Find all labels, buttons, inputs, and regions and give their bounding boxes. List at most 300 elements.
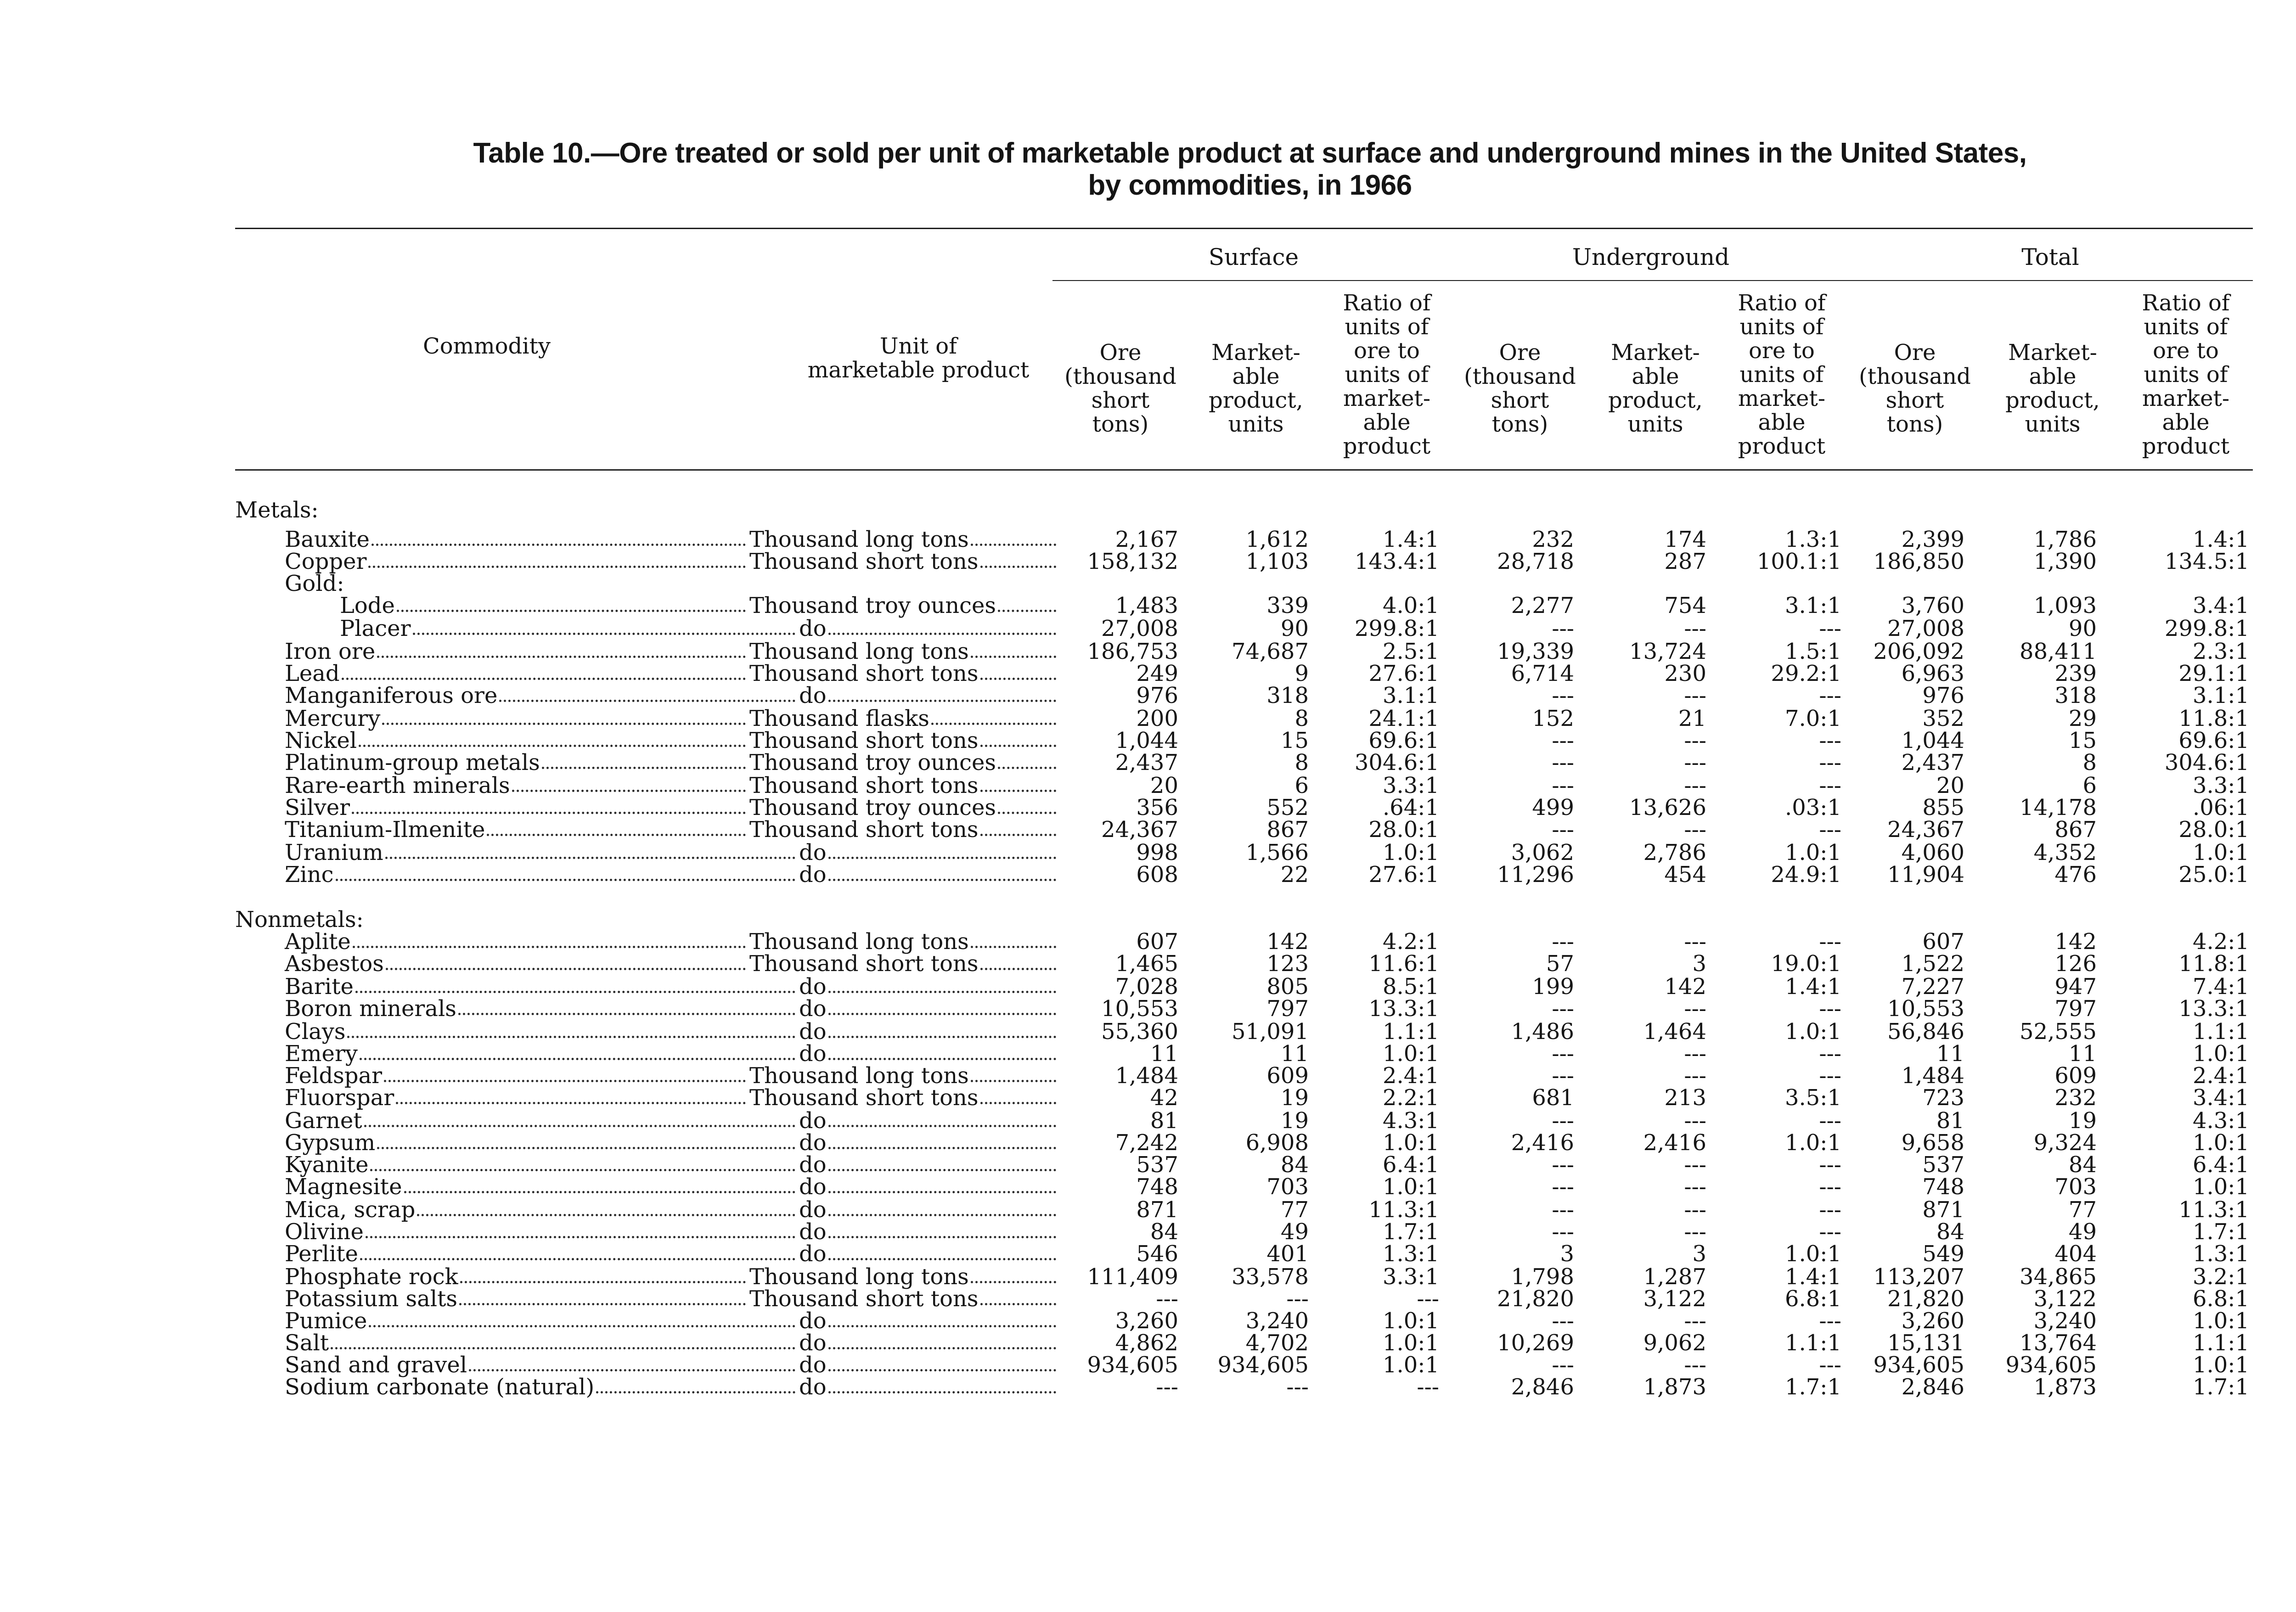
- leader-dots: [384, 1080, 746, 1082]
- cell-surface-ore: 1,484: [1115, 1063, 1178, 1089]
- cell-total-marketable: 90: [2068, 616, 2097, 641]
- cell-surface-marketable: 1,103: [1245, 549, 1309, 574]
- cell-surface-marketable: 51,091: [1232, 1019, 1309, 1045]
- unit-of-product: Thousand troy ounces: [749, 750, 996, 775]
- cell-total-ratio: 299.8:1: [2164, 616, 2249, 641]
- cell-surface-ore: 608: [1136, 862, 1178, 887]
- leader-dots: [364, 1125, 795, 1127]
- commodity-name: Lode: [340, 593, 395, 618]
- leader-dots: [828, 1058, 1056, 1060]
- table-title-line-2: by commodities, in 1966: [1088, 169, 1412, 201]
- cell-underground-ore: ---: [1552, 1308, 1574, 1334]
- cell-underground-marketable: 1,464: [1643, 1019, 1706, 1045]
- cell-surface-marketable: 6,908: [1245, 1130, 1309, 1156]
- cell-underground-ratio: ---: [1819, 996, 1841, 1022]
- cell-underground-ore: 232: [1532, 527, 1574, 552]
- commodity-name: Asbestos: [285, 951, 384, 977]
- cell-total-ore: 56,846: [1887, 1019, 1964, 1045]
- unit-of-product: Thousand short tons: [749, 817, 979, 843]
- cell-total-ore: 6,963: [1901, 661, 1964, 686]
- cell-total-ratio: 2.4:1: [2192, 1063, 2249, 1089]
- cell-underground-ore: 28,718: [1497, 549, 1574, 574]
- cell-underground-ratio: ---: [1819, 683, 1841, 708]
- cell-surface-marketable: 8: [1294, 750, 1309, 775]
- cell-total-ore: 24,367: [1887, 817, 1964, 843]
- cell-surface-marketable: 934,605: [1217, 1352, 1309, 1378]
- cell-total-marketable: 476: [2054, 862, 2097, 887]
- cell-underground-marketable: ---: [1684, 728, 1706, 753]
- leader-dots: [828, 1036, 1056, 1038]
- cell-surface-ratio: 299.8:1: [1354, 616, 1439, 641]
- cell-total-ore: 352: [1922, 706, 1964, 731]
- cell-surface-ratio: 3.3:1: [1382, 1264, 1439, 1290]
- unit-of-product: Thousand long tons: [749, 929, 969, 955]
- cell-underground-ratio: 100.1:1: [1756, 549, 1841, 574]
- cell-total-ratio: 4.2:1: [2192, 929, 2249, 955]
- leader-dots: [828, 1236, 1056, 1238]
- cell-underground-marketable: 213: [1664, 1085, 1706, 1111]
- cell-surface-ratio: 13.3:1: [1368, 996, 1439, 1022]
- cell-underground-marketable: 9,062: [1643, 1330, 1706, 1356]
- commodity-name: Gypsum: [285, 1130, 376, 1156]
- leader-dots: [828, 633, 1056, 635]
- cell-underground-ratio: ---: [1819, 817, 1841, 843]
- unit-of-product: do: [799, 1019, 827, 1045]
- leader-dots: [828, 1125, 1056, 1127]
- cell-total-ore: 607: [1922, 929, 1964, 955]
- cell-surface-ratio: 1.0:1: [1382, 1041, 1439, 1067]
- leader-dots: [458, 1013, 795, 1015]
- unit-of-product: do: [799, 1108, 827, 1134]
- unit-of-product: Thousand short tons: [749, 951, 979, 977]
- cell-underground-ratio: ---: [1819, 728, 1841, 753]
- cell-surface-ore: 111,409: [1087, 1264, 1178, 1290]
- leader-dots: [459, 1303, 746, 1305]
- cell-underground-marketable: 2,416: [1643, 1130, 1706, 1156]
- cell-total-ratio: 1.1:1: [2192, 1330, 2249, 1356]
- cell-surface-marketable: 552: [1266, 795, 1309, 820]
- unit-of-product: do: [799, 862, 827, 887]
- cell-surface-marketable: 123: [1266, 951, 1309, 977]
- top-rule: [235, 228, 2253, 229]
- leader-dots: [828, 857, 1056, 859]
- leader-dots: [396, 1102, 746, 1104]
- header-total-ore: Ore (thousand short tons): [1859, 340, 1971, 437]
- cell-surface-marketable: 15: [1280, 728, 1309, 753]
- cell-surface-ore: 81: [1150, 1108, 1178, 1134]
- cell-underground-ore: 6,714: [1511, 661, 1574, 686]
- commodity-name: Aplite: [285, 929, 351, 955]
- cell-underground-marketable: 1,873: [1643, 1374, 1706, 1400]
- commodity-name: Titanium-Ilmenite: [285, 817, 485, 843]
- commodity-name: Kyanite: [285, 1152, 369, 1178]
- cell-underground-ore: 199: [1532, 974, 1574, 1000]
- cell-underground-ore: 3: [1560, 1241, 1574, 1267]
- cell-total-ore: 27,008: [1887, 616, 1964, 641]
- cell-underground-ore: ---: [1552, 1197, 1574, 1223]
- cell-underground-marketable: ---: [1684, 1152, 1706, 1178]
- leader-dots: [377, 656, 746, 658]
- leader-dots: [370, 1169, 795, 1171]
- cell-total-ore: 2,399: [1901, 527, 1964, 552]
- leader-dots: [931, 723, 1056, 725]
- cell-total-ratio: 11.3:1: [2178, 1197, 2249, 1223]
- unit-of-product: do: [799, 683, 827, 708]
- leader-dots: [499, 700, 795, 702]
- cell-surface-marketable: 90: [1280, 616, 1309, 641]
- commodity-name: Feldspar: [285, 1063, 383, 1089]
- cell-surface-marketable: 318: [1266, 683, 1309, 708]
- cell-total-ratio: 1.0:1: [2192, 1174, 2249, 1200]
- cell-total-marketable: 3,122: [2033, 1286, 2097, 1312]
- unit-of-product: Thousand short tons: [749, 661, 979, 686]
- cell-total-ore: 3,760: [1901, 593, 1964, 618]
- cell-total-ore: 4,060: [1901, 840, 1964, 865]
- unit-of-product: do: [799, 1152, 827, 1178]
- cell-surface-ore: ---: [1156, 1286, 1178, 1312]
- cell-surface-ore: 55,360: [1101, 1019, 1178, 1045]
- cell-total-marketable: 77: [2068, 1197, 2097, 1223]
- cell-total-marketable: 609: [2054, 1063, 2097, 1089]
- cell-total-ratio: 3.4:1: [2192, 593, 2249, 618]
- cell-total-marketable: 4,352: [2033, 840, 2097, 865]
- header-total-marketable: Market- able product, units: [2005, 340, 2100, 437]
- cell-surface-marketable: ---: [1286, 1374, 1309, 1400]
- cell-underground-ore: ---: [1552, 1152, 1574, 1178]
- cell-surface-ore: 998: [1136, 840, 1178, 865]
- cell-underground-marketable: 174: [1664, 527, 1706, 552]
- cell-surface-ratio: ---: [1417, 1374, 1439, 1400]
- leader-dots: [828, 1391, 1056, 1393]
- leader-dots: [469, 1369, 795, 1371]
- cell-underground-ore: 57: [1546, 951, 1574, 977]
- cell-underground-marketable: 13,626: [1629, 795, 1706, 820]
- cell-underground-ratio: 1.5:1: [1784, 639, 1841, 664]
- commodity-name: Magnesite: [285, 1174, 402, 1200]
- cell-surface-marketable: 74,687: [1232, 639, 1309, 664]
- cell-total-ore: 934,605: [1873, 1352, 1964, 1378]
- cell-total-ore: 7,227: [1901, 974, 1964, 1000]
- cell-surface-marketable: 6: [1294, 773, 1309, 798]
- cell-surface-marketable: 77: [1280, 1197, 1309, 1223]
- cell-surface-marketable: 9: [1294, 661, 1309, 686]
- cell-underground-ore: 2,277: [1511, 593, 1574, 618]
- cell-total-marketable: 404: [2054, 1241, 2097, 1267]
- cell-surface-ratio: 1.0:1: [1382, 1174, 1439, 1200]
- cell-total-ratio: 1.1:1: [2192, 1019, 2249, 1045]
- cell-surface-marketable: 19: [1280, 1108, 1309, 1134]
- unit-of-product: do: [799, 1241, 827, 1267]
- cell-surface-marketable: 3,240: [1245, 1308, 1309, 1334]
- cell-surface-ratio: 28.0:1: [1368, 817, 1439, 843]
- cell-surface-ore: 186,753: [1087, 639, 1178, 664]
- cell-surface-ore: 1,044: [1115, 728, 1178, 753]
- header-surface-ratio: Ratio of units of ore to units of market- able product: [1343, 290, 1431, 459]
- cell-underground-ore: 1,486: [1511, 1019, 1574, 1045]
- cell-underground-ore: 499: [1532, 795, 1574, 820]
- unit-of-product: Thousand troy ounces: [749, 593, 996, 618]
- commodity-name: Garnet: [285, 1108, 362, 1134]
- cell-surface-ore: 158,132: [1087, 549, 1178, 574]
- cell-total-ratio: 13.3:1: [2178, 996, 2249, 1022]
- leader-dots: [828, 879, 1056, 881]
- commodity-name: Sand and gravel: [285, 1352, 467, 1378]
- category-metals: Metals:: [235, 497, 319, 523]
- leader-dots: [413, 633, 796, 635]
- cell-surface-ore: 27,008: [1101, 616, 1178, 641]
- cell-total-ratio: 1.0:1: [2192, 1352, 2249, 1378]
- leader-dots: [460, 1281, 746, 1283]
- cell-surface-ratio: 3.3:1: [1382, 773, 1439, 798]
- cell-total-ore: 186,850: [1873, 549, 1964, 574]
- cell-surface-marketable: 797: [1266, 996, 1309, 1022]
- cell-total-ratio: 1.0:1: [2192, 1041, 2249, 1067]
- leader-dots: [596, 1391, 795, 1393]
- leader-dots: [360, 1258, 795, 1260]
- commodity-name: Olivine: [285, 1219, 364, 1245]
- commodity-name: Silver: [285, 795, 350, 820]
- commodity-name: Copper: [285, 549, 367, 574]
- cell-surface-ratio: ---: [1417, 1286, 1439, 1312]
- cell-total-ore: 871: [1922, 1197, 1964, 1223]
- cell-underground-marketable: 454: [1664, 862, 1706, 887]
- unit-of-product: do: [799, 1041, 827, 1067]
- unit-of-product: do: [799, 1197, 827, 1223]
- cell-total-ore: 549: [1922, 1241, 1964, 1267]
- leader-dots: [386, 968, 746, 970]
- cell-total-ratio: 134.5:1: [2164, 549, 2249, 574]
- leader-dots: [342, 678, 746, 680]
- cell-surface-ore: 4,862: [1115, 1330, 1178, 1356]
- unit-of-product: do: [799, 974, 827, 1000]
- cell-total-marketable: 6: [2082, 773, 2097, 798]
- cell-surface-marketable: 11: [1280, 1041, 1309, 1067]
- cell-total-ratio: 3.2:1: [2192, 1264, 2249, 1290]
- cell-surface-marketable: 1,612: [1245, 527, 1309, 552]
- cell-underground-ore: ---: [1552, 1041, 1574, 1067]
- cell-underground-marketable: ---: [1684, 1352, 1706, 1378]
- unit-of-product: do: [799, 616, 827, 641]
- unit-of-product: Thousand short tons: [749, 728, 979, 753]
- unit-of-product: do: [799, 1174, 827, 1200]
- cell-underground-ore: ---: [1552, 750, 1574, 775]
- cell-underground-ratio: ---: [1819, 1174, 1841, 1200]
- cell-total-marketable: 232: [2054, 1085, 2097, 1111]
- unit-of-product: do: [799, 996, 827, 1022]
- cell-total-marketable: 15: [2068, 728, 2097, 753]
- category-gold: Gold:: [285, 571, 344, 596]
- cell-underground-ore: ---: [1552, 616, 1574, 641]
- commodity-name: Zinc: [285, 862, 334, 887]
- cell-surface-marketable: 22: [1280, 862, 1309, 887]
- cell-underground-ore: 21,820: [1497, 1286, 1574, 1312]
- unit-of-product: Thousand long tons: [749, 527, 969, 552]
- cell-total-ratio: 3.1:1: [2192, 683, 2249, 708]
- cell-total-ratio: 1.7:1: [2192, 1219, 2249, 1245]
- cell-surface-ratio: 1.0:1: [1382, 1130, 1439, 1156]
- header-group-surface: Surface: [1208, 244, 1299, 270]
- cell-surface-ratio: 69.6:1: [1368, 728, 1439, 753]
- cell-underground-marketable: 3: [1692, 951, 1706, 977]
- commodity-name: Fluorspar: [285, 1085, 394, 1111]
- leader-dots: [336, 879, 796, 881]
- cell-underground-ore: 2,846: [1511, 1374, 1574, 1400]
- leader-dots: [828, 1013, 1056, 1015]
- cell-surface-marketable: 19: [1280, 1085, 1309, 1111]
- leader-dots: [331, 1347, 795, 1349]
- unit-of-product: do: [799, 1308, 827, 1334]
- leader-dots: [371, 544, 746, 546]
- cell-underground-ratio: 7.0:1: [1784, 706, 1841, 731]
- leader-dots: [368, 566, 746, 568]
- header-unit: Unit of marketable product: [807, 333, 1030, 383]
- cell-underground-marketable: 13,724: [1629, 639, 1706, 664]
- cell-surface-ratio: 1.3:1: [1382, 1241, 1439, 1267]
- cell-underground-ratio: 29.2:1: [1771, 661, 1841, 686]
- commodity-name: Phosphate rock: [285, 1264, 458, 1290]
- cell-underground-marketable: 2,786: [1643, 840, 1706, 865]
- cell-underground-ore: 1,798: [1511, 1264, 1574, 1290]
- cell-total-marketable: 703: [2054, 1174, 2097, 1200]
- cell-underground-marketable: ---: [1684, 1063, 1706, 1089]
- cell-underground-ratio: 6.8:1: [1784, 1286, 1841, 1312]
- cell-total-ratio: .06:1: [2192, 795, 2249, 820]
- cell-underground-ore: 152: [1532, 706, 1574, 731]
- cell-surface-ore: 24,367: [1101, 817, 1178, 843]
- cell-surface-ore: ---: [1156, 1374, 1178, 1400]
- cell-total-marketable: 19: [2068, 1108, 2097, 1134]
- cell-total-marketable: 84: [2068, 1152, 2097, 1178]
- leader-dots: [828, 1258, 1056, 1260]
- cell-surface-marketable: 401: [1266, 1241, 1309, 1267]
- commodity-name: Salt: [285, 1330, 329, 1356]
- cell-total-ore: 3,260: [1901, 1308, 1964, 1334]
- cell-total-ratio: 6.4:1: [2192, 1152, 2249, 1178]
- cell-underground-marketable: ---: [1684, 1197, 1706, 1223]
- header-underground-marketable: Market- able product, units: [1608, 340, 1703, 437]
- cell-surface-ore: 537: [1136, 1152, 1178, 1178]
- cell-total-ratio: 11.8:1: [2178, 951, 2249, 977]
- cell-underground-ratio: 1.7:1: [1784, 1374, 1841, 1400]
- cell-total-ore: 206,092: [1873, 639, 1964, 664]
- cell-surface-ratio: 1.0:1: [1382, 1352, 1439, 1378]
- cell-total-ratio: 7.4:1: [2192, 974, 2249, 1000]
- cell-total-ratio: 6.8:1: [2192, 1286, 2249, 1312]
- cell-surface-ore: 11: [1150, 1041, 1178, 1067]
- cell-total-ore: 9,658: [1901, 1130, 1964, 1156]
- unit-of-product: do: [799, 1219, 827, 1245]
- cell-surface-ratio: 143.4:1: [1354, 549, 1439, 574]
- cell-surface-ore: 20: [1150, 773, 1178, 798]
- cell-underground-marketable: 21: [1678, 706, 1706, 731]
- header-commodity: Commodity: [422, 333, 551, 359]
- cell-surface-ratio: 8.5:1: [1382, 974, 1439, 1000]
- commodity-name: Sodium carbonate (natural): [285, 1374, 595, 1400]
- cell-surface-ore: 2,437: [1115, 750, 1178, 775]
- cell-surface-marketable: 1,566: [1245, 840, 1309, 865]
- commodity-name: Placer: [340, 616, 411, 641]
- cell-total-ratio: 1.0:1: [2192, 1130, 2249, 1156]
- cell-total-ratio: 11.8:1: [2178, 706, 2249, 731]
- cell-total-ore: 113,207: [1873, 1264, 1964, 1290]
- cell-total-ratio: 1.3:1: [2192, 1241, 2249, 1267]
- cell-surface-ratio: 2.2:1: [1382, 1085, 1439, 1111]
- cell-total-marketable: 1,786: [2033, 527, 2097, 552]
- cell-surface-ratio: 304.6:1: [1354, 750, 1439, 775]
- unit-of-product: Thousand short tons: [749, 1286, 979, 1312]
- cell-underground-marketable: 3,122: [1643, 1286, 1706, 1312]
- unit-of-product: Thousand short tons: [749, 773, 979, 798]
- leader-dots: [828, 700, 1056, 702]
- cell-total-ratio: 1.4:1: [2192, 527, 2249, 552]
- cell-surface-ratio: 2.5:1: [1382, 639, 1439, 664]
- cell-surface-ore: 200: [1136, 706, 1178, 731]
- cell-surface-ore: 356: [1136, 795, 1178, 820]
- cell-underground-ratio: ---: [1819, 750, 1841, 775]
- cell-underground-ore: 10,269: [1497, 1330, 1574, 1356]
- cell-surface-ratio: 11.3:1: [1368, 1197, 1439, 1223]
- leader-dots: [352, 812, 746, 814]
- unit-of-product: do: [799, 1330, 827, 1356]
- cell-surface-ore: 249: [1136, 661, 1178, 686]
- leader-dots: [828, 1325, 1056, 1327]
- header-underground-ratio: Ratio of units of ore to units of market- able product: [1738, 290, 1826, 459]
- cell-surface-marketable: 609: [1266, 1063, 1309, 1089]
- cell-underground-marketable: ---: [1684, 616, 1706, 641]
- leader-dots: [360, 1058, 795, 1060]
- cell-underground-marketable: ---: [1684, 1174, 1706, 1200]
- cell-underground-ratio: 3.5:1: [1784, 1085, 1841, 1111]
- header-bottom-rule: [235, 469, 2253, 471]
- cell-total-ratio: 4.3:1: [2192, 1108, 2249, 1134]
- cell-total-marketable: 29: [2068, 706, 2097, 731]
- cell-underground-marketable: ---: [1684, 929, 1706, 955]
- commodity-name: Bauxite: [285, 527, 370, 552]
- cell-surface-marketable: 4,702: [1245, 1330, 1309, 1356]
- commodity-name: Emery: [285, 1041, 358, 1067]
- cell-total-ore: 2,437: [1901, 750, 1964, 775]
- cell-underground-ratio: ---: [1819, 1063, 1841, 1089]
- leader-dots: [828, 1369, 1056, 1371]
- commodity-name: Platinum-group metals: [285, 750, 540, 775]
- cell-surface-ore: 2,167: [1115, 527, 1178, 552]
- commodity-name: Nickel: [285, 728, 357, 753]
- unit-of-product: Thousand short tons: [749, 549, 979, 574]
- cell-underground-ore: ---: [1552, 773, 1574, 798]
- cell-underground-marketable: ---: [1684, 683, 1706, 708]
- cell-total-ore: 855: [1922, 795, 1964, 820]
- leader-dots: [828, 991, 1056, 993]
- cell-underground-ratio: 1.0:1: [1784, 1019, 1841, 1045]
- leader-dots: [487, 834, 746, 836]
- cell-total-ore: 11,904: [1887, 862, 1964, 887]
- cell-total-ratio: 304.6:1: [2164, 750, 2249, 775]
- cell-underground-marketable: 287: [1664, 549, 1706, 574]
- cell-total-ratio: 1.0:1: [2192, 1308, 2249, 1334]
- cell-underground-ore: ---: [1552, 996, 1574, 1022]
- cell-total-ratio: 69.6:1: [2178, 728, 2249, 753]
- unit-of-product: do: [799, 1352, 827, 1378]
- cell-surface-ore: 748: [1136, 1174, 1178, 1200]
- unit-of-product: Thousand long tons: [749, 1063, 969, 1089]
- cell-total-ore: 537: [1922, 1152, 1964, 1178]
- cell-total-marketable: 142: [2054, 929, 2097, 955]
- cell-surface-ratio: 4.2:1: [1382, 929, 1439, 955]
- cell-surface-marketable: ---: [1286, 1286, 1309, 1312]
- leader-dots: [366, 1236, 795, 1238]
- leader-dots: [417, 1214, 795, 1216]
- leader-dots: [828, 1191, 1056, 1193]
